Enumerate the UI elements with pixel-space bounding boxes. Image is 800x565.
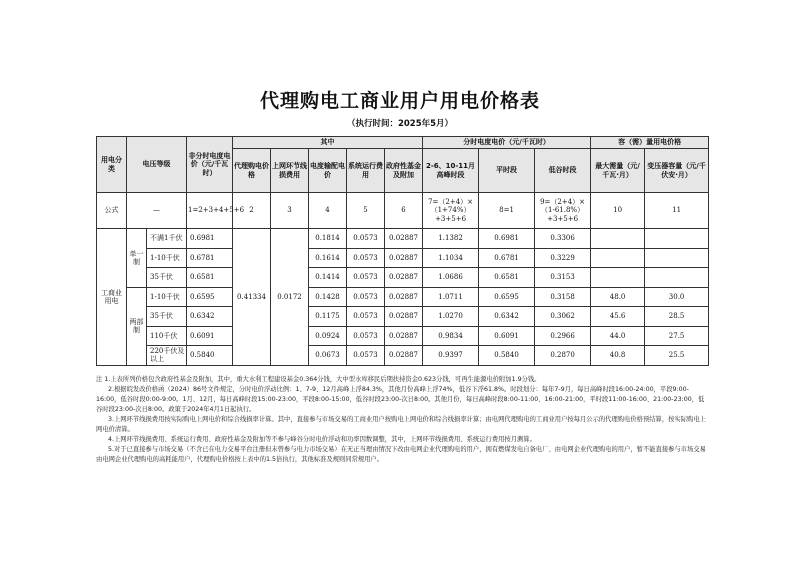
peak-cell: 1.1382 bbox=[423, 229, 479, 249]
system-fee-cell: 0.0573 bbox=[347, 326, 385, 346]
header-transmission: 电度输配电价 bbox=[309, 149, 347, 193]
header-system-fee: 系统运行费用 bbox=[347, 149, 385, 193]
header-transformer: 变压器容量（元/千伏安·月） bbox=[645, 149, 709, 193]
gov-fund-cell: 0.02887 bbox=[385, 346, 423, 366]
formula-non-tou: 1=2+3+4+5+6 bbox=[187, 193, 233, 229]
formula-valley: 9=（2+4）×（1-61.8%）+3+5+6 bbox=[535, 193, 591, 229]
system-fee-cell: 0.0573 bbox=[347, 229, 385, 249]
peak-cell: 1.0686 bbox=[423, 268, 479, 288]
flat-cell: 0.6342 bbox=[479, 307, 535, 327]
single-part-cell: 单一制 bbox=[127, 229, 147, 288]
formula-c2: 2 bbox=[233, 193, 271, 229]
transmission-cell: 0.1175 bbox=[309, 307, 347, 327]
formula-c4: 4 bbox=[309, 193, 347, 229]
peak-cell: 1.0270 bbox=[423, 307, 479, 327]
voltage-cell: 不满1千伏 bbox=[147, 229, 187, 249]
header-line-loss: 上网环节线损费用 bbox=[271, 149, 309, 193]
note-3: 3.上网环节线损费用按实际购电上网电价和综合线损率计算。其中，直接参与市场交易的工商业用户按购电上网电价和综合线损率计算；由电网代理购电的工商业用户按每月公示的代理购电价格预结算，按实际购电上网电价清算。 bbox=[96, 416, 706, 433]
header-among: 其中 bbox=[233, 137, 423, 149]
transformer-cell: 27.5 bbox=[645, 326, 709, 346]
table-row bbox=[97, 307, 709, 327]
note-1: 注 1.上表所列价格包含政府性基金及附加，其中，重大水利工程建设基金0.364分钱，大中型水库移民后期扶持资金0.623分钱，可再生能源电价附加1.9分钱。 bbox=[96, 376, 541, 383]
transmission-cell: 0.1428 bbox=[309, 287, 347, 307]
flat-cell: 0.5840 bbox=[479, 346, 535, 366]
gov-fund-cell: 0.02887 bbox=[385, 287, 423, 307]
formula-peak: 7=（2+4）×（1+74%）+3+5+6 bbox=[423, 193, 479, 229]
voltage-cell: 110千伏 bbox=[147, 326, 187, 346]
valley-cell: 0.3062 bbox=[535, 307, 591, 327]
transformer-cell: 28.5 bbox=[645, 307, 709, 327]
gov-fund-cell: 0.02887 bbox=[385, 248, 423, 268]
table-row bbox=[97, 248, 709, 268]
flat-cell: 0.6581 bbox=[479, 268, 535, 288]
two-part-cell: 两部制 bbox=[127, 287, 147, 365]
header-max-demand: 最大需量（元/千瓦·月） bbox=[591, 149, 645, 193]
note-4: 4.上网环节线损费用、系统运行费用、政府性基金及附加等不参与峰谷分时电价浮动和功率因数调整，其中，上网环节线损费用、系统运行费用按月测算。 bbox=[108, 436, 536, 443]
demand-cell: 45.6 bbox=[591, 307, 645, 327]
note-5: 5.对于已直接参与市场交易（不含已在电力交易平台注册但未曾参与电力市场交易）在无正当理由情况下改由电网企业代理购电的用户，拥有燃煤发电自备电厂、由电网企业代理购电的用户，暂不能直接参与市场交易由电网企业代理购电的高耗能用户，代理购电价格按上表中的1.5倍执行，其他标准及规则同常规用户。 bbox=[96, 446, 706, 463]
demand-cell bbox=[591, 229, 645, 249]
system-fee-cell: 0.0573 bbox=[347, 346, 385, 366]
transformer-cell: 25.5 bbox=[645, 346, 709, 366]
formula-c10: 10 bbox=[591, 193, 645, 229]
system-fee-cell: 0.0573 bbox=[347, 307, 385, 327]
gov-fund-cell: 0.02887 bbox=[385, 307, 423, 327]
line-loss-cell: 0.0172 bbox=[271, 229, 309, 366]
formula-flat: 8=1 bbox=[479, 193, 535, 229]
transmission-cell: 0.1614 bbox=[309, 248, 347, 268]
table-row bbox=[97, 326, 709, 346]
valley-cell: 0.2966 bbox=[535, 326, 591, 346]
non-tou-cell: 0.5840 bbox=[187, 346, 233, 366]
execution-date: （执行时间：2025年5月） bbox=[346, 119, 454, 129]
peak-cell: 1.0711 bbox=[423, 287, 479, 307]
header-category: 用电分类 bbox=[97, 137, 127, 193]
header-non-tou: 非分时电度电价（元/千瓦时） bbox=[187, 137, 233, 193]
note-2: 2.根据皖发改价格函（2024）86号文件规定，分时电价浮动比例：1、7-9、12月高峰上浮84.3%，其他月份高峰上浮74%，低谷下浮61.8%。时段划分：每年7-9月，每日高峰时段16:00-24:00，平段9:00-16:00，低谷时段0:00-9:00。1月、12月，每日高峰时段15:00-23:00，平段8:00-15:00，低谷时段23:00-次日8:00。其他月份，每日高峰时段8:00-11:00、16:00-21:00，平时段11:00-16:00、21:00-23:00，低谷时段23:00-次日8:00。政策于2024年4月1日起执行。 bbox=[96, 386, 705, 413]
header-voltage: 电压等级 bbox=[127, 137, 187, 193]
transformer-cell bbox=[645, 248, 709, 268]
header-flat: 平时段 bbox=[479, 149, 535, 193]
table-row bbox=[97, 287, 709, 307]
peak-cell: 0.9834 bbox=[423, 326, 479, 346]
valley-cell: 0.3229 bbox=[535, 248, 591, 268]
header-valley: 低谷时段 bbox=[535, 149, 591, 193]
agent-price-cell: 0.41334 bbox=[233, 229, 271, 366]
non-tou-cell: 0.6595 bbox=[187, 287, 233, 307]
non-tou-cell: 0.6091 bbox=[187, 326, 233, 346]
transmission-cell: 0.1814 bbox=[309, 229, 347, 249]
gov-fund-cell: 0.02887 bbox=[385, 326, 423, 346]
flat-cell: 0.6091 bbox=[479, 326, 535, 346]
table-row bbox=[97, 229, 709, 249]
non-tou-cell: 0.6342 bbox=[187, 307, 233, 327]
transformer-cell: 30.0 bbox=[645, 287, 709, 307]
category-cell: 工商业用电 bbox=[97, 229, 127, 366]
non-tou-cell: 0.6581 bbox=[187, 268, 233, 288]
price-table bbox=[96, 136, 709, 366]
formula-dash: — bbox=[127, 193, 187, 229]
transmission-cell: 0.0673 bbox=[309, 346, 347, 366]
non-tou-cell: 0.6981 bbox=[187, 229, 233, 249]
header-agent-price: 代理购电价格 bbox=[233, 149, 271, 193]
formula-row bbox=[97, 193, 709, 229]
header-peak: 2-6、10-11月高峰时段 bbox=[423, 149, 479, 193]
transmission-cell: 0.0924 bbox=[309, 326, 347, 346]
notes-section bbox=[96, 375, 708, 465]
flat-cell: 0.6595 bbox=[479, 287, 535, 307]
table-row bbox=[97, 346, 709, 366]
non-tou-cell: 0.6781 bbox=[187, 248, 233, 268]
demand-cell bbox=[591, 268, 645, 288]
system-fee-cell: 0.0573 bbox=[347, 287, 385, 307]
formula-c11: 11 bbox=[645, 193, 709, 229]
system-fee-cell: 0.0573 bbox=[347, 268, 385, 288]
header-tou: 分时电度电价（元/千瓦时） bbox=[423, 137, 591, 149]
voltage-cell: 35千伏 bbox=[147, 268, 187, 288]
voltage-cell: 1-10千伏 bbox=[147, 287, 187, 307]
table-row bbox=[97, 268, 709, 288]
demand-cell bbox=[591, 248, 645, 268]
valley-cell: 0.3158 bbox=[535, 287, 591, 307]
transmission-cell: 0.1414 bbox=[309, 268, 347, 288]
demand-cell: 44.0 bbox=[591, 326, 645, 346]
valley-cell: 0.3153 bbox=[535, 268, 591, 288]
voltage-cell: 35千伏 bbox=[147, 307, 187, 327]
formula-c3: 3 bbox=[271, 193, 309, 229]
header-gov-fund: 政府性基金及附加 bbox=[385, 149, 423, 193]
voltage-cell: 1-10千伏 bbox=[147, 248, 187, 268]
peak-cell: 1.1034 bbox=[423, 248, 479, 268]
valley-cell: 0.2870 bbox=[535, 346, 591, 366]
gov-fund-cell: 0.02887 bbox=[385, 268, 423, 288]
flat-cell: 0.6781 bbox=[479, 248, 535, 268]
flat-cell: 0.6981 bbox=[479, 229, 535, 249]
voltage-cell: 220千伏及以上 bbox=[147, 346, 187, 366]
transformer-cell bbox=[645, 229, 709, 249]
demand-cell: 48.0 bbox=[591, 287, 645, 307]
header-capacity: 容（需）量用电价格 bbox=[591, 137, 709, 149]
formula-c5: 5 bbox=[347, 193, 385, 229]
formula-c6: 6 bbox=[385, 193, 423, 229]
formula-label: 公式 bbox=[97, 193, 127, 229]
peak-cell: 0.9397 bbox=[423, 346, 479, 366]
transformer-cell bbox=[645, 268, 709, 288]
page-title: 代理购电工商业用户用电价格表 bbox=[259, 90, 540, 112]
system-fee-cell: 0.0573 bbox=[347, 248, 385, 268]
demand-cell: 40.8 bbox=[591, 346, 645, 366]
gov-fund-cell: 0.02887 bbox=[385, 229, 423, 249]
valley-cell: 0.3306 bbox=[535, 229, 591, 249]
